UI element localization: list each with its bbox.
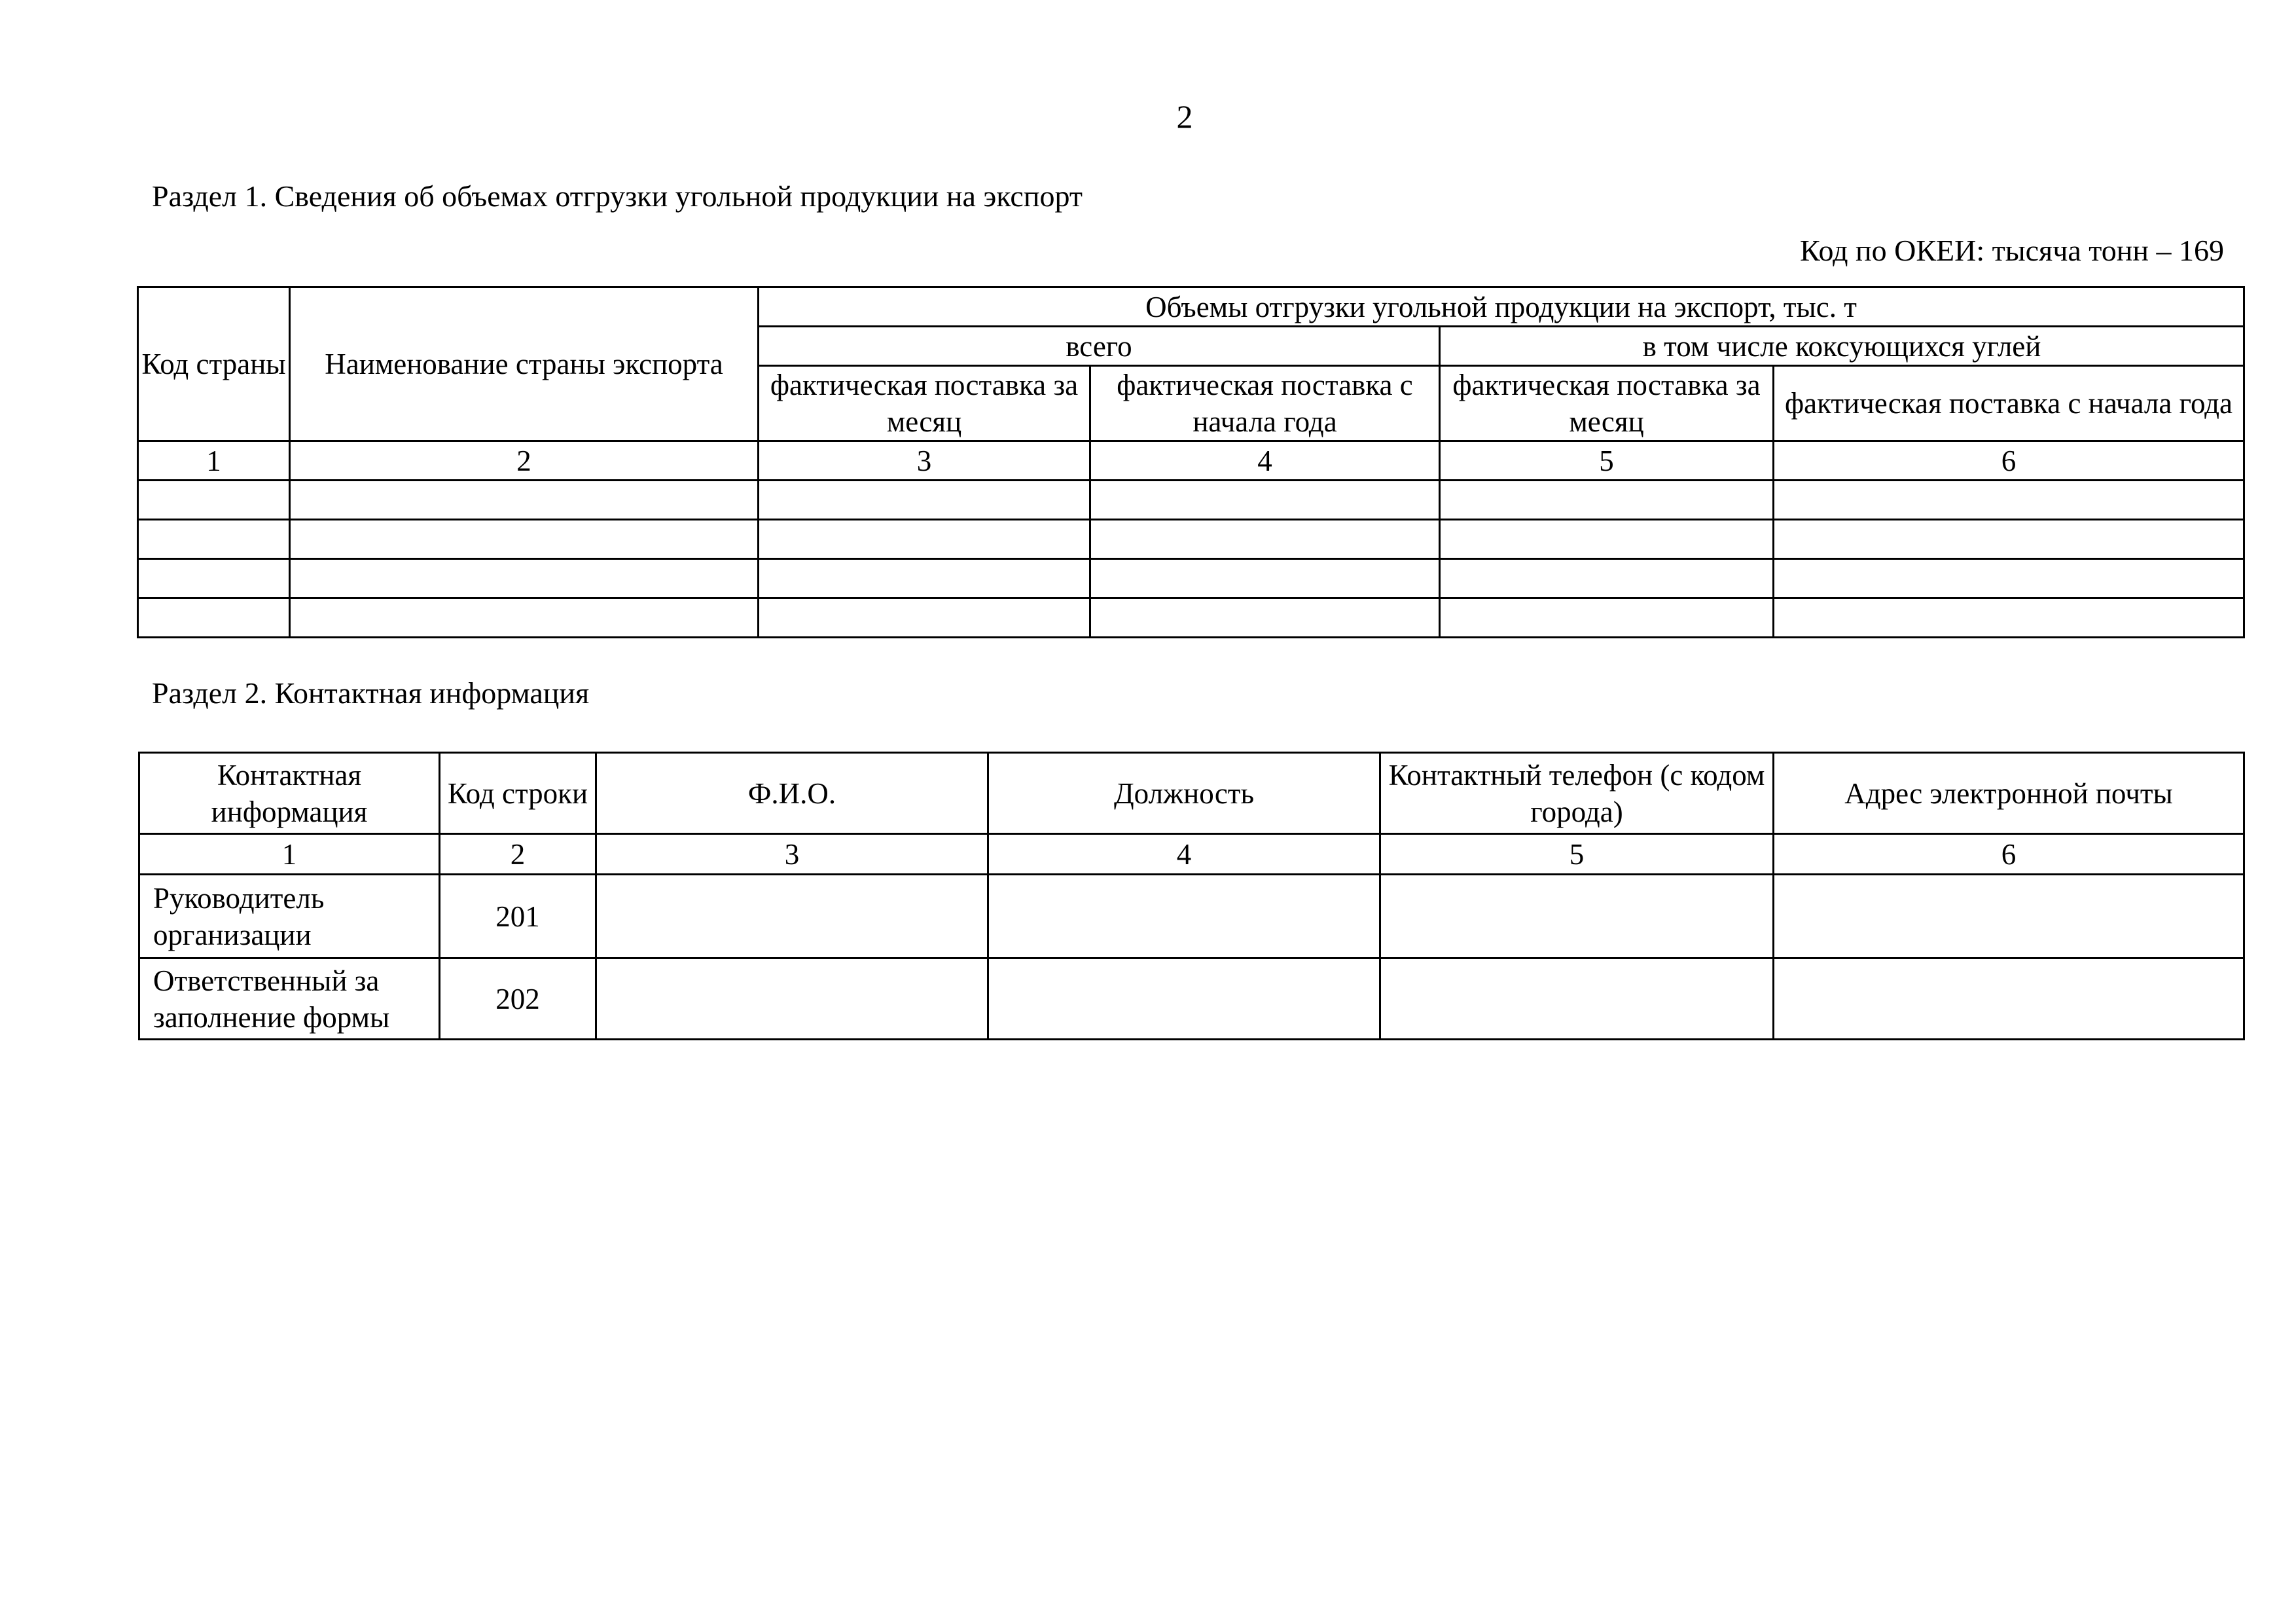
empty-cell[interactable] [759,481,1090,520]
phone-cell[interactable] [1380,958,1774,1040]
table-row [138,520,2244,559]
full-name-cell[interactable] [596,875,988,958]
row-code: 202 [440,958,596,1040]
table-row [138,559,2244,598]
header-coking: в том числе коксующихся углей [1440,327,2244,366]
header-full-name: Ф.И.О. [596,753,988,834]
page-number: 2 [1176,98,1193,135]
email-cell[interactable] [1774,875,2244,958]
header-phone: Контактный телефон (с кодом города) [1380,753,1774,834]
empty-cell[interactable] [1774,481,2244,520]
empty-cell[interactable] [290,520,759,559]
empty-cell[interactable] [1090,559,1440,598]
table-row [139,875,2244,958]
row-label: Ответственный за заполнение формы [139,958,440,1040]
header-month-coking: фактическая поставка за месяц [1440,366,1774,441]
column-number: 4 [1090,441,1440,481]
column-number: 1 [139,834,440,875]
section1-title: Раздел 1. Сведения об объемах отгрузки угольной продукции на экспорт [152,179,1083,213]
full-name-cell[interactable] [596,958,988,1040]
column-number: 6 [1774,834,2244,875]
table-row [138,481,2244,520]
empty-cell[interactable] [759,520,1090,559]
empty-cell[interactable] [1774,598,2244,638]
column-number: 4 [988,834,1380,875]
column-number: 1 [138,441,290,481]
empty-cell[interactable] [1440,520,1774,559]
empty-cell[interactable] [290,481,759,520]
header-position: Должность [988,753,1380,834]
column-number: 5 [1380,834,1774,875]
empty-cell[interactable] [1774,520,2244,559]
position-cell[interactable] [988,958,1380,1040]
column-number: 3 [759,441,1090,481]
empty-cell[interactable] [138,559,290,598]
column-number: 2 [290,441,759,481]
empty-cell[interactable] [1090,481,1440,520]
empty-cell[interactable] [1440,481,1774,520]
empty-cell[interactable] [759,559,1090,598]
position-cell[interactable] [988,875,1380,958]
header-month-total: фактическая поставка за месяц [759,366,1090,441]
contact-info-table [138,752,2245,1040]
header-country-code: Код страны [138,287,290,441]
empty-cell[interactable] [290,598,759,638]
row-label: Руководитель организации [139,875,440,958]
empty-cell[interactable] [138,598,290,638]
header-volumes: Объемы отгрузки угольной продукции на экспорт, тыс. т [759,287,2244,327]
phone-cell[interactable] [1380,875,1774,958]
empty-cell[interactable] [138,481,290,520]
export-volumes-table [137,286,2245,638]
column-number: 6 [1774,441,2244,481]
empty-cell[interactable] [1090,598,1440,638]
header-ytd-coking: фактическая поставка с начала года [1774,366,2244,441]
header-country-name: Наименование страны экспорта [290,287,759,441]
section2-title: Раздел 2. Контактная информация [152,676,590,710]
empty-cell[interactable] [1440,559,1774,598]
header-email: Адрес электронной почты [1774,753,2244,834]
column-number: 5 [1440,441,1774,481]
column-number: 2 [440,834,596,875]
empty-cell[interactable] [759,598,1090,638]
table-row [138,598,2244,638]
email-cell[interactable] [1774,958,2244,1040]
empty-cell[interactable] [138,520,290,559]
header-row-code: Код строки [440,753,596,834]
header-contact-info: Контактная информация [139,753,440,834]
empty-cell[interactable] [290,559,759,598]
empty-cell[interactable] [1440,598,1774,638]
empty-cell[interactable] [1090,520,1440,559]
table-row [139,958,2244,1040]
okei-code: Код по ОКЕИ: тысяча тонн – 169 [1800,234,2224,267]
row-code: 201 [440,875,596,958]
header-total: всего [759,327,1440,366]
empty-cell[interactable] [1774,559,2244,598]
column-number: 3 [596,834,988,875]
header-ytd-total: фактическая поставка с начала года [1090,366,1440,441]
